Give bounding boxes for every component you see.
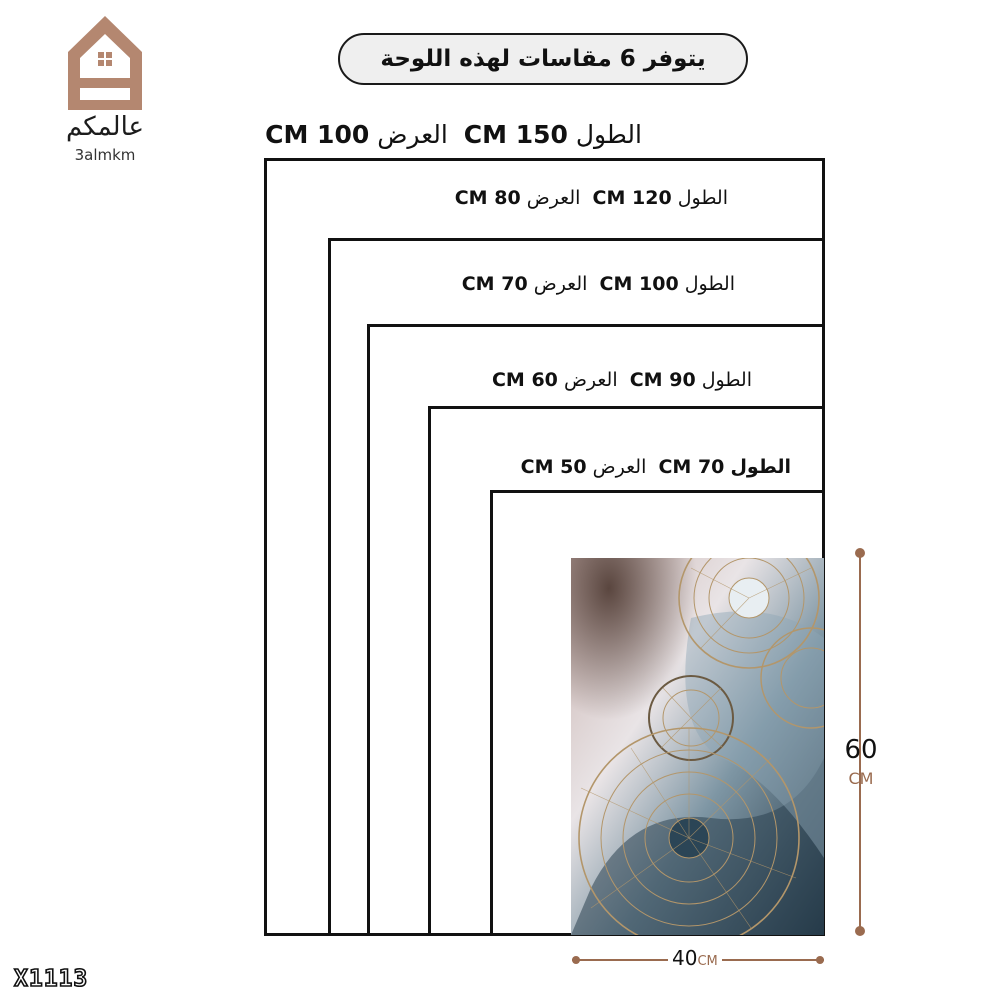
house-logo-icon [66,14,144,110]
artwork-image [571,558,824,935]
size-label-120: الطول 120 CM العرض 80 CM [454,187,728,209]
logo-arabic: عالمكم [65,112,145,142]
height-unit: CM [848,769,874,788]
dimension-dot-bottom [855,926,865,936]
width-unit: CM [697,954,718,969]
size-label-90: الطول 90 CM العرض 60 CM [491,369,752,391]
size-label-100: الطول 100 CM العرض 70 CM [461,273,735,295]
dimension-dot-top [855,548,865,558]
logo-latin: 3almkm [74,146,136,164]
size-label-150: الطول 150 CM العرض 100 CM [265,120,642,149]
product-code: X1113 [14,966,89,992]
banner-text: يتوفر 6 مقاسات لهذه اللوحة [380,46,706,72]
sizes-banner [338,33,748,85]
width-label [668,946,722,970]
height-value: 60 [844,735,878,765]
width-value: 40 [672,946,698,970]
size-label-70: الطول 70 CM العرض 50 CM [520,456,791,478]
